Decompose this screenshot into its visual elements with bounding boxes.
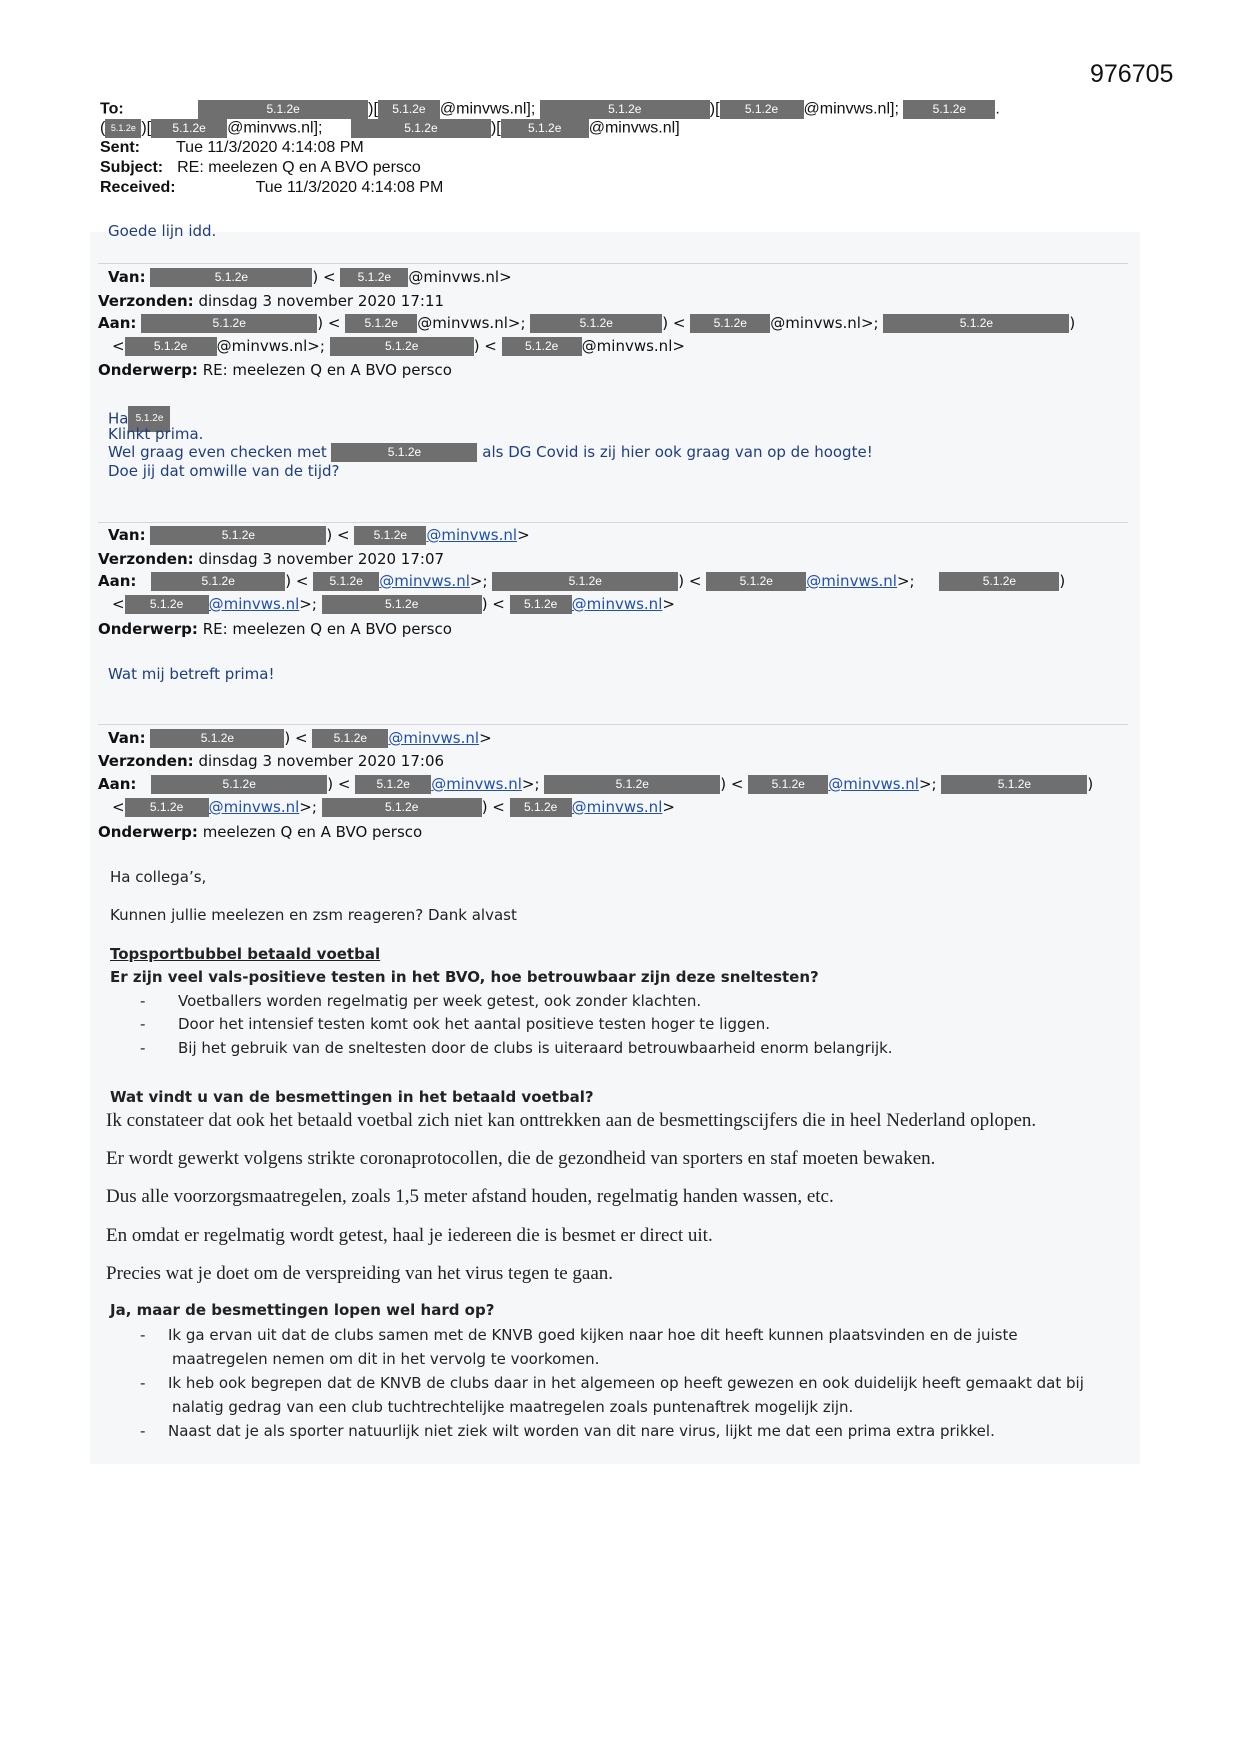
redaction-box: 5.1.2e: [939, 572, 1059, 591]
email3-aan-line1: Aan: 5.1.2e ) < 5.1.2e @minvws.nl>; 5.1.2e ) < 5.1.2e @minvws.nl>; 5.1.2e ): [98, 775, 1094, 793]
q2-answer: En omdat er regelmatig wordt getest, haal je iedereen die is besmet er direct uit.: [106, 1225, 713, 1246]
to-label: To:: [100, 100, 124, 118]
separator: [98, 263, 1128, 264]
redaction-box: 5.1.2e: [150, 526, 326, 545]
q2-answer: Dus alle voorzorgsmaatregelen, zoals 1,5 meter afstand houden, regelmatig handen wassen, etc.: [106, 1186, 834, 1207]
email2-onderwerp: Onderwerp: RE: meelezen Q en A BVO persco: [98, 620, 452, 638]
redaction-box: 5.1.2e: [125, 798, 209, 817]
redaction-box: 5.1.2e: [351, 119, 491, 138]
separator: [98, 522, 1128, 523]
email2-aan-line2: < 5.1.2e @minvws.nl>; 5.1.2e ) < 5.1.2e @minvws.nl>: [112, 595, 675, 613]
q1-bullet: - Door het intensief testen komt ook het aantal positieve testen hoger te liggen.: [140, 1015, 771, 1033]
header-received: Received: Tue 11/3/2020 4:14:08 PM: [100, 179, 444, 196]
email1-aan-line2: < 5.1.2e @minvws.nl>; 5.1.2e ) < 5.1.2e @minvws.nl>: [112, 337, 685, 355]
q3-bullet: - Ik ga ervan uit dat de clubs samen met de KNVB goed kijken naar hoe dit heeft kunnen plaatsvinden en de juiste: [140, 1326, 1018, 1344]
redaction-box: 5.1.2e: [340, 268, 408, 287]
redaction-box: 5.1.2e: [510, 798, 572, 817]
redaction-box: 5.1.2e: [510, 595, 572, 614]
q3-bullet: - Naast dat je als sporter natuurlijk niet ziek wilt worden van dit nare virus, lijkt me dat een prima extra prikkel.: [140, 1422, 995, 1440]
q3-bullet: - Ik heb ook begrepen dat de KNVB de clubs daar in het algemeen op heeft gewezen en ook duidelijk heeft gemaakt dat bij: [140, 1374, 1084, 1392]
redaction-box: 5.1.2e: [330, 337, 474, 356]
question-1: Er zijn veel vals-positieve testen in het BVO, hoe betrouwbaar zijn deze sneltesten?: [110, 968, 819, 986]
redaction-box: 5.1.2e: [706, 572, 806, 591]
email-link[interactable]: @minvws.nl: [379, 572, 470, 590]
redaction-box: 5.1.2e: [125, 595, 209, 614]
redaction-box: 5.1.2e: [150, 268, 312, 287]
email-link[interactable]: @minvws.nl: [431, 775, 522, 793]
q2-answer: Er wordt gewerkt volgens strikte coronaprotocollen, die de gezondheid van sporters en staf moeten bewaken.: [106, 1148, 936, 1169]
redaction-box: 5.1.2e: [883, 314, 1069, 333]
redaction-box: 5.1.2e: [748, 775, 828, 794]
q1-bullet: - Bij het gebruik van de sneltesten door de clubs is uiteraard betrouwbaarheid enorm belangrijk.: [140, 1039, 893, 1057]
redaction-box: 5.1.2e: [313, 572, 379, 591]
email2-body: Wat mij betreft prima!: [108, 665, 275, 683]
email3-verzonden: Verzonden: dinsdag 3 november 2020 17:06: [98, 752, 445, 770]
email-link[interactable]: @minvws.nl: [828, 775, 919, 793]
redaction-box: 5.1.2e: [492, 572, 678, 591]
question-3: Ja, maar de besmettingen lopen wel hard op?: [110, 1301, 495, 1319]
redaction-box: 5.1.2e: [690, 314, 770, 333]
header-sent: Sent: Tue 11/3/2020 4:14:08 PM: [100, 139, 364, 156]
email1-onderwerp: Onderwerp: RE: meelezen Q en A BVO persco: [98, 361, 452, 379]
redaction-box: 5.1.2e: [322, 798, 482, 817]
redaction-box: 5.1.2e: [151, 572, 285, 591]
redaction-box: 5.1.2e: [501, 119, 589, 138]
redaction-box: 5.1.2e: [322, 595, 482, 614]
header-to-line2: ( 5.1.2e )[ 5.1.2e @minvws.nl]; 5.1.2e )[ 5.1.2e @minvws.nl]: [100, 119, 680, 137]
email-link[interactable]: @minvws.nl: [388, 729, 480, 747]
redaction-box: 5.1.2e: [150, 729, 284, 748]
redaction-box: 5.1.2e: [378, 100, 440, 119]
section-title: Topsportbubbel betaald voetbal: [110, 945, 381, 963]
redaction-box: 5.1.2e: [720, 100, 804, 119]
email2-aan-line1: Aan: 5.1.2e ) < 5.1.2e @minvws.nl>; 5.1.2e ) < 5.1.2e @minvws.nl>; 5.1.2e ): [98, 572, 1066, 590]
email-link[interactable]: @minvws.nl: [571, 798, 663, 816]
email1-body-line4: Doe jij dat omwille van de tijd?: [108, 462, 340, 480]
redaction-box: 5.1.2e: [530, 314, 662, 333]
redaction-box: 5.1.2e: [502, 337, 582, 356]
header-subject: Subject: RE: meelezen Q en A BVO persco: [100, 159, 421, 176]
redaction-box: 5.1.2e: [151, 119, 227, 138]
redaction-box: 5.1.2e: [128, 406, 170, 432]
q1-bullet: - Voetballers worden regelmatig per week getest, ook zonder klachten.: [140, 992, 702, 1010]
redaction-box: 5.1.2e: [151, 775, 327, 794]
redaction-box: 5.1.2e: [354, 526, 426, 545]
redaction-box: 5.1.2e: [198, 100, 368, 119]
email-link[interactable]: @minvws.nl: [208, 595, 300, 613]
email1-van: Van: 5.1.2e ) < 5.1.2e @minvws.nl>: [108, 268, 512, 286]
email1-body-line2: Klinkt prima.: [108, 425, 204, 443]
email2-van: Van: 5.1.2e ) < 5.1.2e @minvws.nl>: [108, 526, 530, 544]
email1-body-line1: Ha 5.1.2e: [108, 406, 170, 432]
email2-verzonden: Verzonden: dinsdag 3 november 2020 17:07: [98, 550, 445, 568]
email3-aan-line2: < 5.1.2e @minvws.nl>; 5.1.2e ) < 5.1.2e @minvws.nl>: [112, 798, 675, 816]
redaction-box: 5.1.2e: [105, 119, 141, 138]
email1-body-line3: Wel graag even checken met 5.1.2e als DG Covid is zij hier ook graag van op de hoogte!: [108, 443, 873, 461]
email3-van: Van: 5.1.2e ) < 5.1.2e @minvws.nl>: [108, 729, 492, 747]
redaction-box: 5.1.2e: [355, 775, 431, 794]
email3-greeting: Ha collega’s,: [110, 868, 207, 886]
redaction-box: 5.1.2e: [941, 775, 1087, 794]
email3-onderwerp: Onderwerp: meelezen Q en A BVO persco: [98, 823, 423, 841]
separator: [98, 724, 1128, 725]
reply-text: Goede lijn idd.: [108, 222, 217, 240]
redaction-box: 5.1.2e: [331, 443, 477, 462]
email-link[interactable]: @minvws.nl: [426, 526, 518, 544]
document-id: 976705: [1090, 60, 1174, 88]
email-link[interactable]: @minvws.nl: [208, 798, 300, 816]
email1-aan-line1: Aan: 5.1.2e ) < 5.1.2e @minvws.nl>; 5.1.2e ) < 5.1.2e @minvws.nl>; 5.1.2e ): [98, 314, 1076, 332]
q2-answer: Precies wat je doet om de verspreiding van het virus tegen te gaan.: [106, 1263, 614, 1284]
redaction-box: 5.1.2e: [312, 729, 388, 748]
q3-bullet-cont: maatregelen nemen om dit in het vervolg te voorkomen.: [172, 1350, 600, 1368]
redaction-box: 5.1.2e: [544, 775, 720, 794]
q3-bullet-cont: nalatig gedrag van een club tuchtrechtelijke maatregelen zoals puntenaftrek mogelijk zijn.: [172, 1398, 854, 1416]
q2-answer: Ik constateer dat ook het betaald voetbal zich niet kan onttrekken aan de besmettingscijfers die in heel Nederland oplopen.: [106, 1110, 1037, 1131]
redaction-box: 5.1.2e: [903, 100, 995, 119]
redaction-box: 5.1.2e: [125, 337, 217, 356]
email-link[interactable]: @minvws.nl: [806, 572, 897, 590]
header-to-line1: To: 5.1.2e )[ 5.1.2e @minvws.nl]; 5.1.2e )[ 5.1.2e @minvws.nl]; 5.1.2e .: [100, 100, 1000, 118]
question-2: Wat vindt u van de besmettingen in het betaald voetbal?: [110, 1088, 594, 1106]
email3-request: Kunnen jullie meelezen en zsm reageren? Dank alvast: [110, 906, 517, 924]
redaction-box: 5.1.2e: [345, 314, 417, 333]
redaction-box: 5.1.2e: [540, 100, 710, 119]
redaction-box: 5.1.2e: [141, 314, 317, 333]
email1-verzonden: Verzonden: dinsdag 3 november 2020 17:11: [98, 292, 445, 310]
email-link[interactable]: @minvws.nl: [571, 595, 663, 613]
